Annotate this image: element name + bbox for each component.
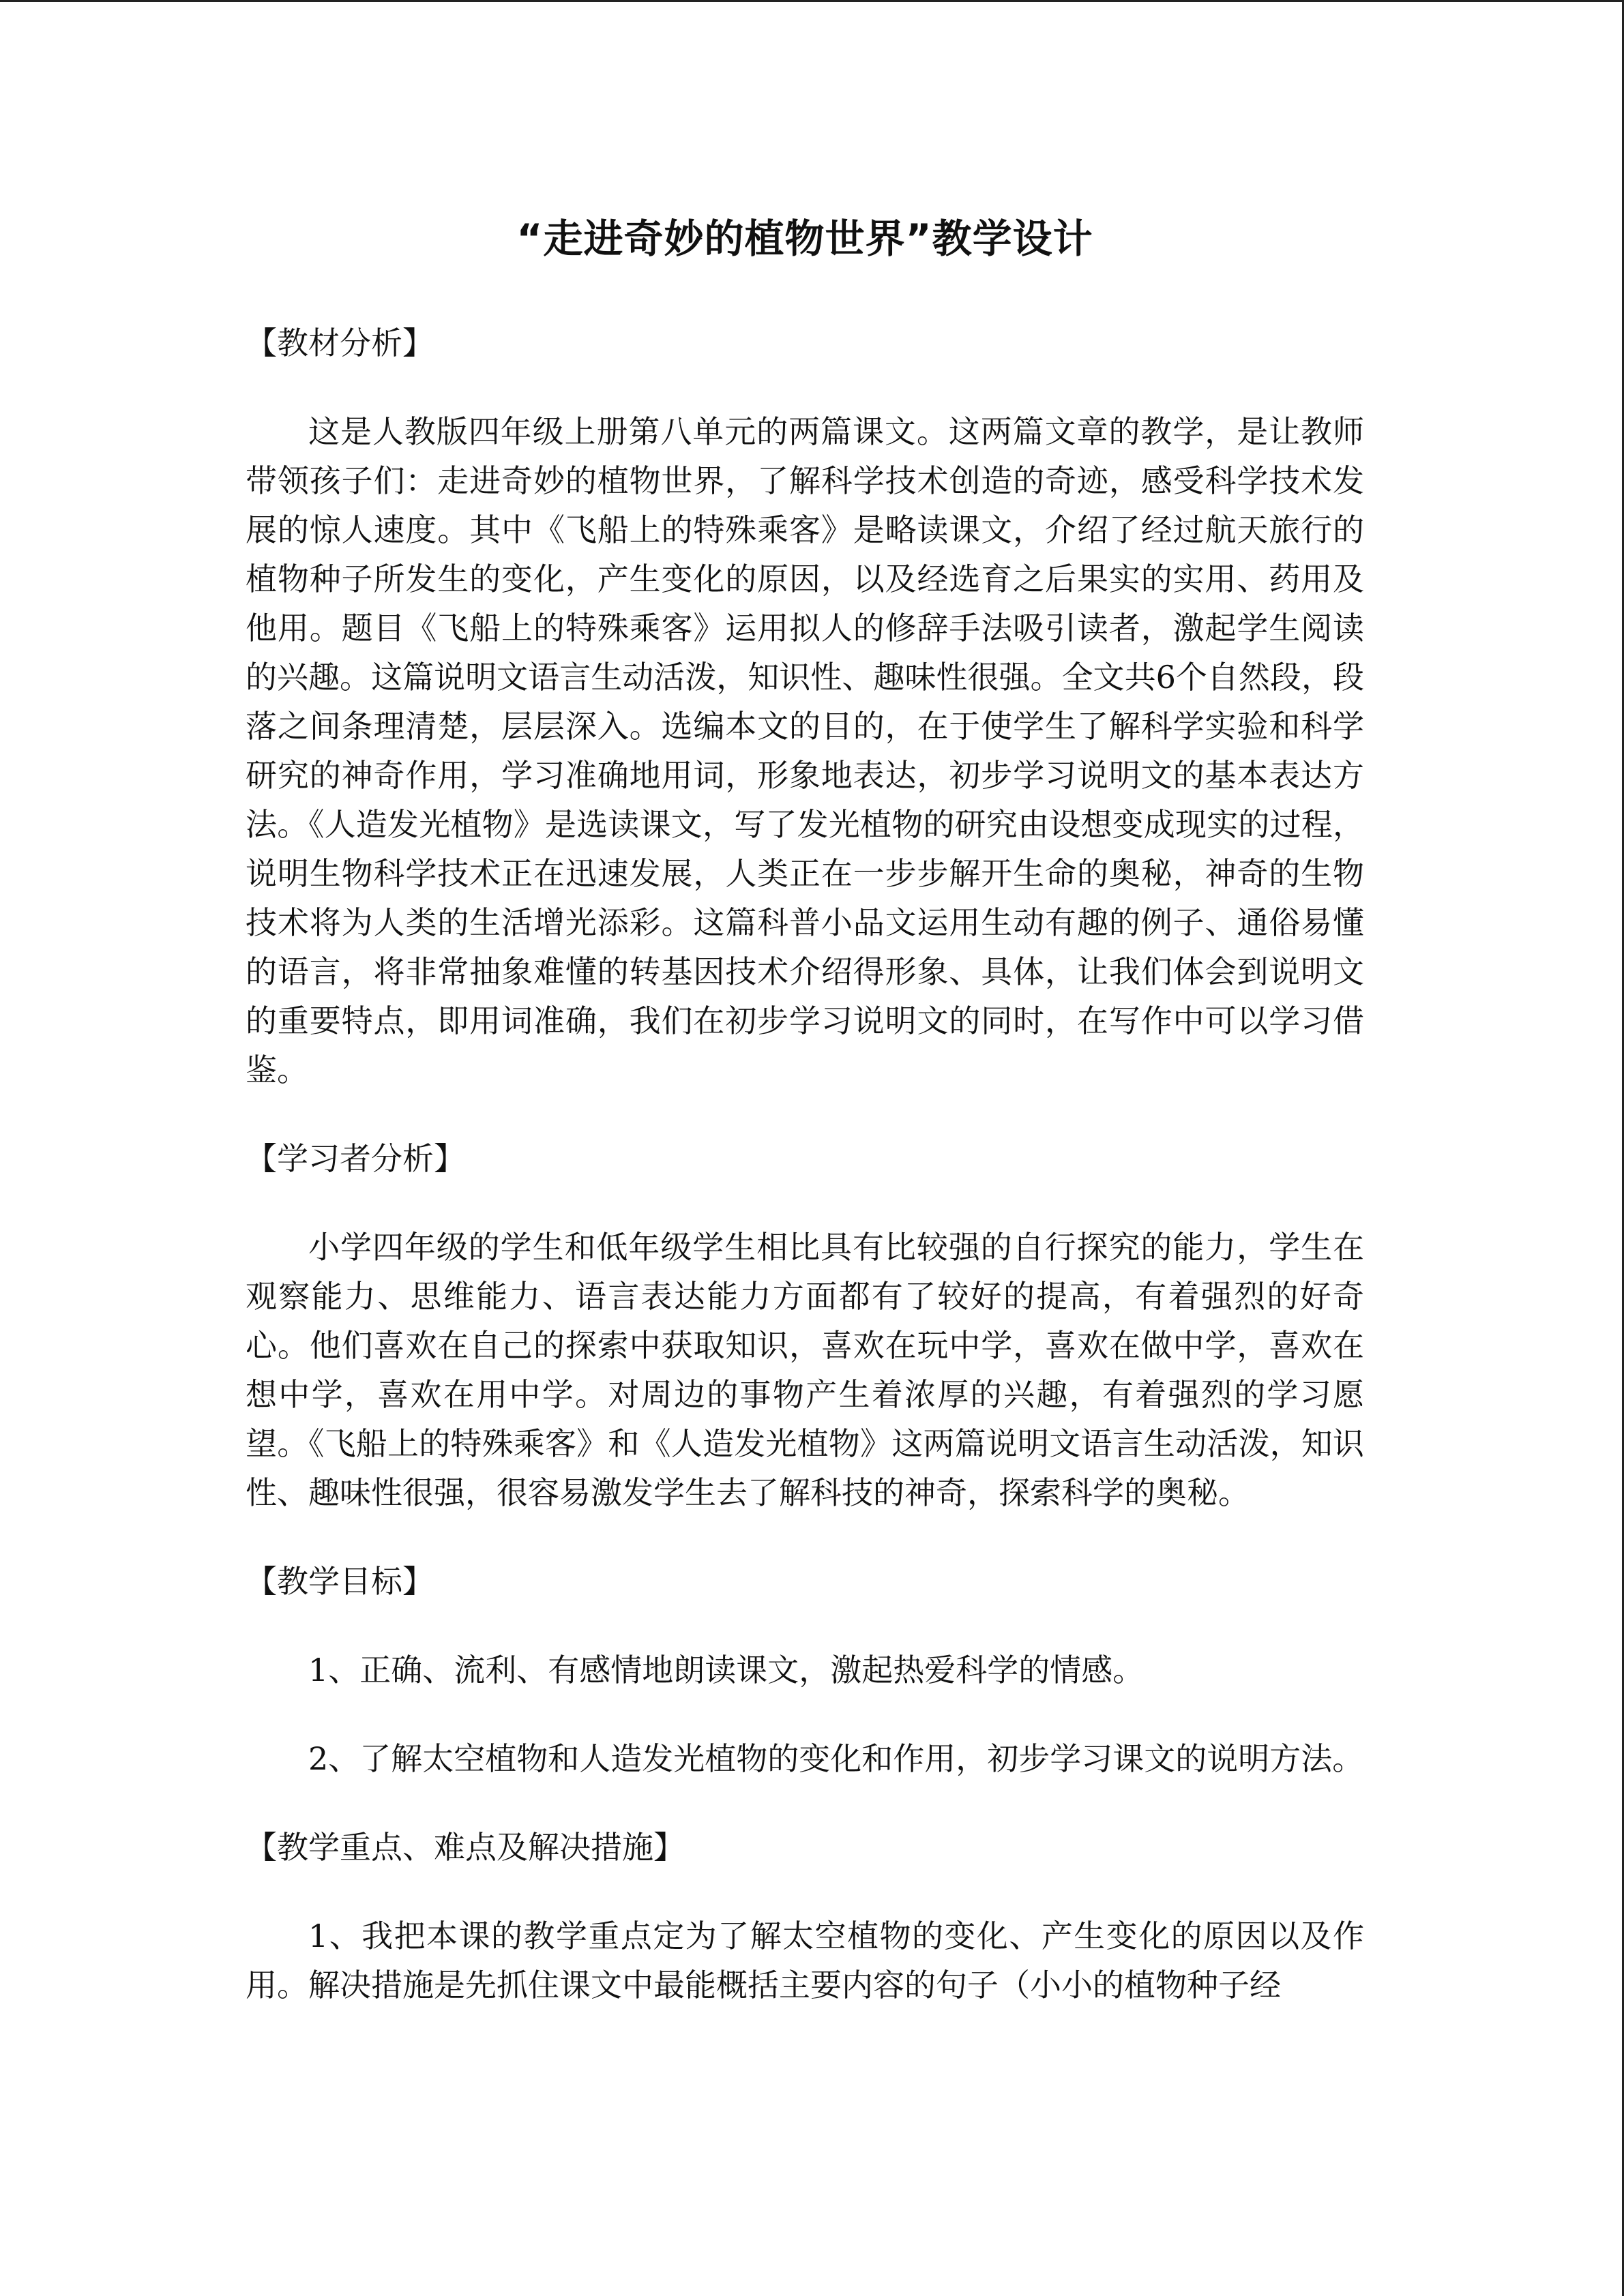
paragraph-goal-2: 2、了解太空植物和人造发光植物的变化和作用，初步学习课文的说明方法。 — [308, 1740, 1364, 1777]
document-body — [246, 207, 1364, 2010]
paragraph-textbook-analysis: 这是人教版四年级上册第八单元的两篇课文。这两篇文章的教学，是让教师带领孩子们：走进奇妙的植物世界，了解科学技术创造的奇迹，感受科学技术发展的惊人速度。其中《飞船上的特殊乘客》是略读课文，介绍了经过航天旅行的植物种子所发生的变化，产生变化的原因，以及经选育之后果实的实用、药用及他用。题目《飞船上的特殊乘客》运用拟人的修辞手法吸引读者，激起学生阅读的兴趣。这篇说明文语言生动活泼，知识性、趣味性很强。全文共6个自然段，段落之间条理清楚，层层深入。选编本文的目的，在于使学生了解科学实验和科学研究的神奇作用，学习准确地用词，形象地表达，初步学习说明文的基本表达方法。《人造发光植物》是选读课文，写了发光植物的研究由设想变成现实的过程，说明生物科学技术正在迅速发展，人类正在一步步解开生命的奥秘，神奇的生物技术将为人类的生活增光添彩。这篇科普小品文运用生动有趣的例子、通俗易懂的语言，将非常抽象难懂的转基因技术介绍得形象、具体，让我们体会到说明文的重要特点，即用词准确，我们在初步学习说明文的同时，在写作中可以学习借鉴。 — [246, 413, 1364, 1088]
section-heading-key-points: 【教学重点、难点及解决措施】 — [246, 1829, 685, 1866]
paragraph-learner-analysis: 小学四年级的学生和低年级学生相比具有比较强的自行探究的能力，学生在观察能力、思维能力、语言表达能力方面都有了较好的提高，有着强烈的好奇心。他们喜欢在自己的探索中获取知识，喜欢在玩中学，喜欢在做中学，喜欢在想中学，喜欢在用中学。对周边的事物产生着浓厚的兴趣，有着强烈的学习愿望。《飞船上的特殊乘客》和《人造发光植物》这两篇说明文语言生动活泼，知识性、趣味性很强，很容易激发学生去了解科技的神奇，探索科学的奥秘。 — [246, 1229, 1364, 1511]
section-heading-textbook-analysis: 【教材分析】 — [246, 325, 434, 361]
document-title: “走进奇妙的植物世界”教学设计 — [516, 215, 1093, 262]
paragraph-key-point-1: 1、我把本课的教学重点定为了解太空植物的变化、产生变化的原因以及作用。解决措施是先抓住课文中最能概括主要内容的句子（小小的植物种子经 — [246, 1918, 1364, 2003]
section-heading-learner-analysis: 【学习者分析】 — [246, 1140, 465, 1177]
paragraph-goal-1: 1、正确、流利、有感情地朗读课文，激起热爱科学的情感。 — [308, 1652, 1145, 1688]
section-heading-teaching-goals: 【教学目标】 — [246, 1563, 434, 1600]
